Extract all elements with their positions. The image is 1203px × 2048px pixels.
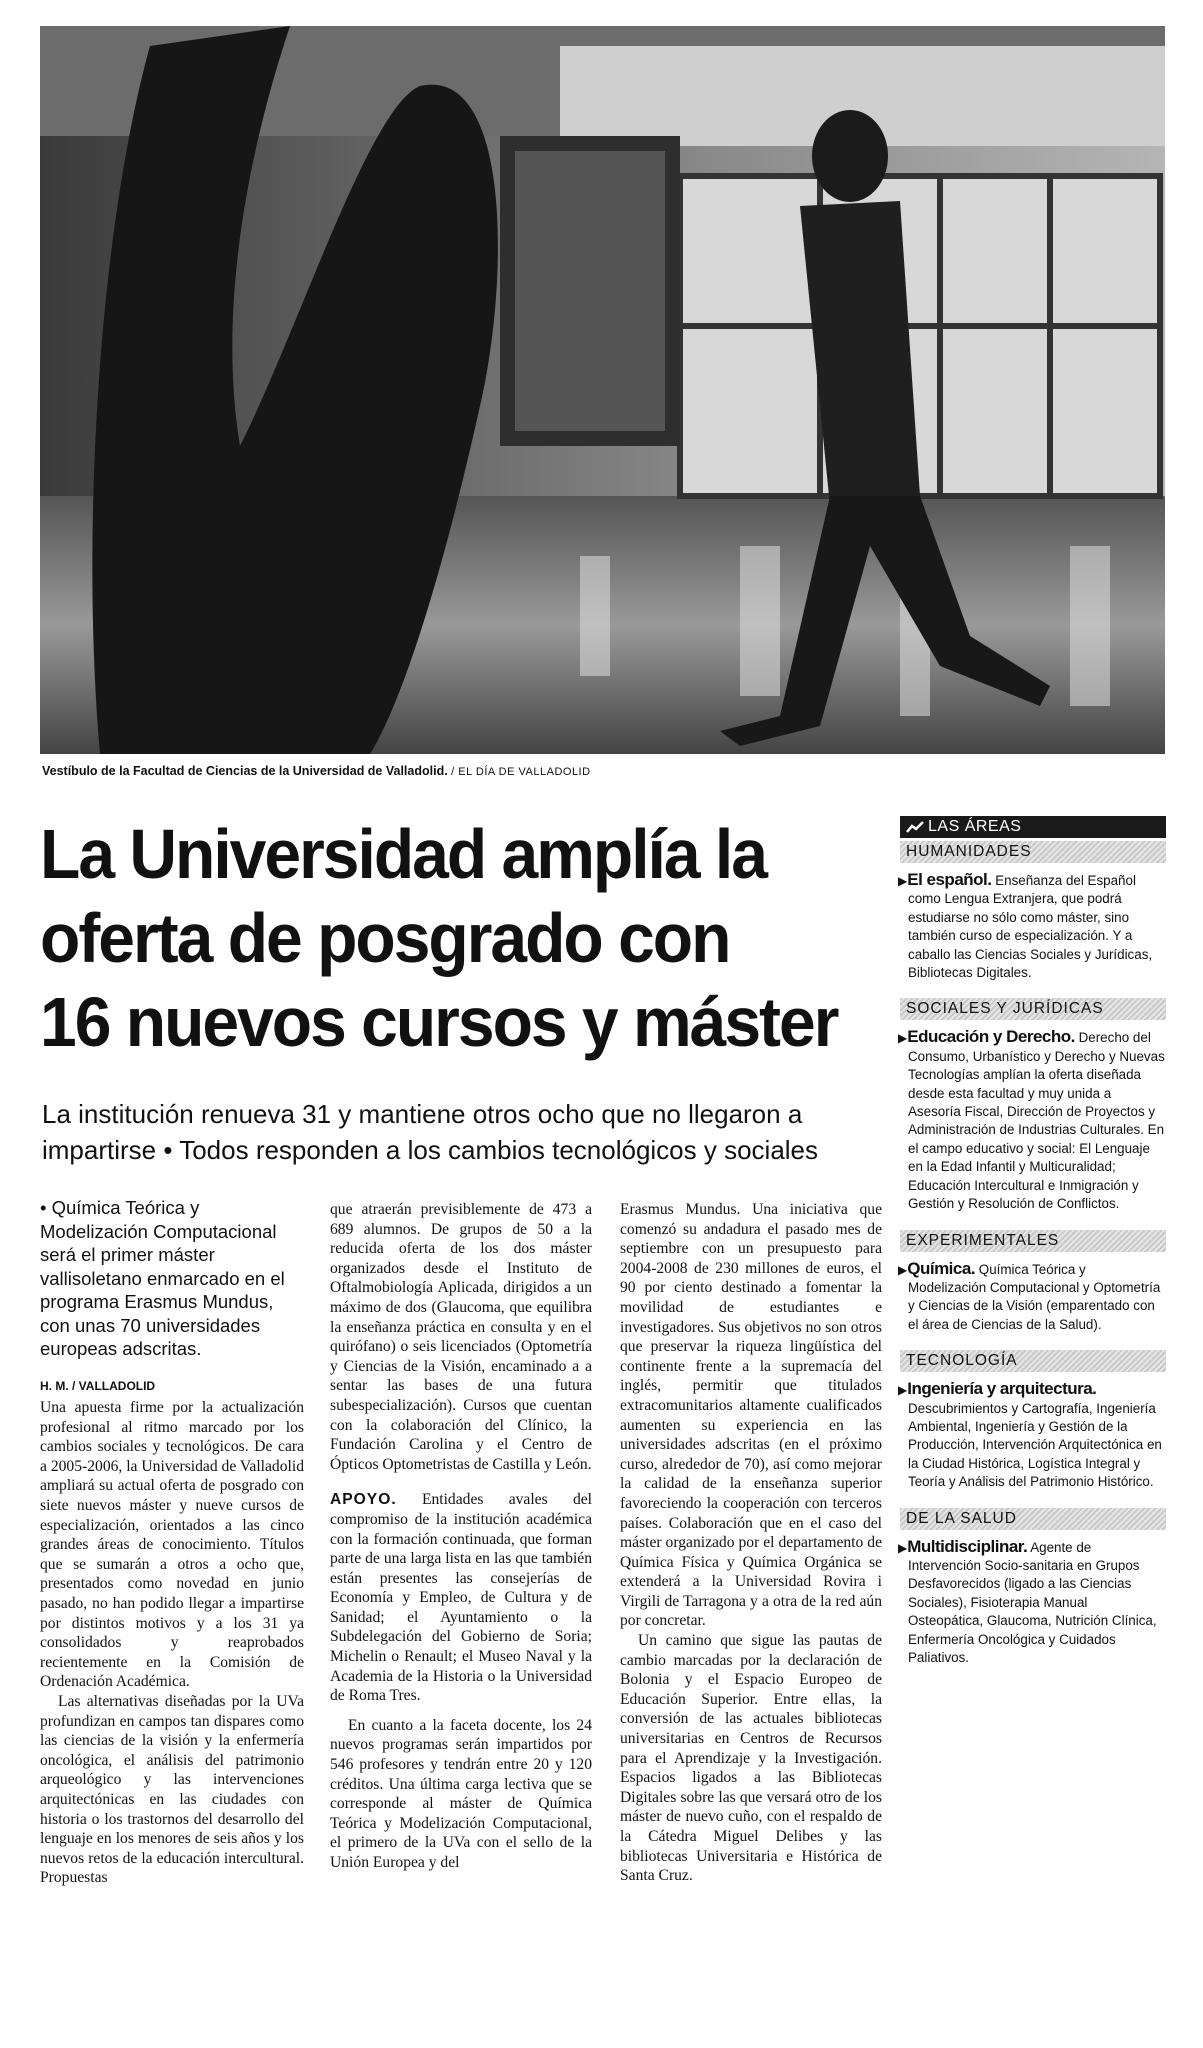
body-paragraph-apoyo: [330, 1490, 592, 1706]
area-term: Educación y Derecho.: [907, 1027, 1075, 1047]
caption-text: Vestíbulo de la Facultad de Ciencias de la Universidad de Valladolid.: [42, 764, 448, 778]
article-column-3: [620, 1200, 882, 2020]
body-paragraph: Un camino que sigue las pautas de cambio marcadas por la declaración de Bolonia y el Espacio Europeo de Educación Superior. Entre ellas, la conversión de las actuales bibliotecas universitarias en Centros de Recursos para el Aprendizaje y la Investigación. Espacios ligados a las Bibliotecas Digitales sobre las que versará otro de los máster de nuevo cuño, con el respaldo de la Cátedra Miguel Delibes y las bibliotecas Universitaria e Histórica de Santa Cruz.: [620, 1632, 882, 1885]
triangle-bullet-icon: ▶: [898, 1383, 908, 1398]
headline-line: La Universidad amplía la: [40, 815, 766, 893]
body-paragraph: En cuanto a la faceta docente, los 24 nuevos programas serán impartidos por 546 profesores y tendrán entre 20 y 120 créditos. Una última carga lectiva que se corresponde al máster de Química Teórica y Modelización Computacional, el primero de la UVa con el sello de la Unión Europea y del: [330, 1716, 592, 1871]
trend-arrow-icon: [906, 820, 924, 834]
photo-caption: [42, 764, 942, 778]
section-band-tecnologia: TECNOLOGÍA: [900, 1350, 1166, 1372]
headline-line: oferta de posgrado con: [40, 899, 730, 977]
area-text: Descubrimientos y Cartografía, Ingeniería Ambiental, Ingeniería y Gestión de la Producción, Intervención Arquitectónica en la Ciudad Histórica, Logística Integral y Teoría y Análisis del Patrimonio Histórico.: [908, 1400, 1162, 1490]
area-term: Ingeniería y arquitectura.: [907, 1379, 1097, 1399]
apoyo-text: Entidades avales del compromiso de la institución académica con la formación continuada, que forman parte de una larga lista en las que también están presentes las consejerías de Economía y Empleo, de Cultura y de Sanidad; el Ayuntamiento o la Subdelegación del Gobierno de Soria; Michelin o Renault; el Museo Naval y la Academia de la Historia o la Universidad de Roma Tres.: [330, 1491, 592, 1705]
sidebar-areas: [900, 816, 1166, 1683]
section-band-experimentales: EXPERIMENTALES: [900, 1230, 1166, 1252]
body-paragraph: Una apuesta firme por la actualización profesional al ritmo marcado por los cambios sociales y tecnológicos. De cara a 2005-2006, la Universidad de Valladolid ampliará su actual oferta de posgrado con siete nuevos máster y nueve cursos de especialización, orientados a las cinco grandes áreas de conocimiento. Títulos que se sumarán a otros a ocho que, presentados como novedad en junio pasado, no han podido llegar a impartirse por distintos motivos y a los 31 ya consolidados y reaprobados recientemente en la Comisión de Ordenación Académica.: [40, 1399, 304, 1691]
photo-hallway-figure: [40, 26, 1165, 754]
area-text: Química Teórica y Modelización Computacional y Optometría y Ciencias de la Visión (emparentado con el área de Ciencias de la Salud).: [908, 1261, 1161, 1332]
section-band-humanidades: HUMANIDADES: [900, 841, 1166, 863]
area-entry: [900, 871, 1166, 982]
area-text: Derecho del Consumo, Urbanístico y Derecho y Nuevas Tecnologías amplían la oferta diseñada desde esta facultad y muy unida a Asesoría Fiscal, Dirección de Proyectos y Administración de Industrias Culturales. En el campo educativo y social: El Lenguaje en la Edad Infantil y Multicuralidad; Educación Intercultural e Inmigración y Gestión y Resolución de Conflictos.: [908, 1030, 1165, 1212]
area-entry: [900, 1260, 1166, 1335]
area-term: Química.: [907, 1258, 976, 1278]
area-entry: [900, 1380, 1166, 1491]
article-column-2: [330, 1200, 592, 2020]
headline: [40, 812, 900, 1064]
area-text: Agente de Intervención Socio-sanitaria en Grupos Desfavorecidos (ligado a las Ciencias Sociales), Fisioterapia Manual Osteopática, Glaucoma, Nutrición Clínica, Enfermería Oncológica y Cuidados Paliativos.: [908, 1539, 1157, 1665]
triangle-bullet-icon: ▶: [898, 1031, 908, 1046]
subheadline: La institución renueva 31 y mantiene otros ocho que no llegaron a impartirse • Todos responden a los cambios tecnológicos y sociales: [42, 1099, 819, 1165]
body-paragraph: que atraerán previsiblemente de 473 a 689 alumnos. De grupos de 50 a la reducida oferta de los dos máster organizados desde el Instituto de Oftalmobiología Aplicada, dirigidos a un máximo de dos (Glaucoma, que equilibra la enseñanza práctica en consulta y en el quirófano) o seis licenciados (Optometría y Ciencias de la Visión, encaminado a a sentar las bases de una futura subespecialización). Cursos que cuentan con la colaboración del Clínico, la Fundación Carolina y el Centro de Ópticos Optometristas de Castilla y León.: [330, 1201, 592, 1473]
area-term: Multidisciplinar.: [907, 1536, 1028, 1556]
article-column-1: [40, 1196, 304, 2016]
triangle-bullet-icon: ▶: [898, 1540, 908, 1555]
body-paragraph: Las alternativas diseñadas por la UVa profundizan en campos tan dispares como las ciencias de la visión y la enfermería oncológica, el análisis del patrimonio arqueológico y las intervenciones arquitectónicas en las ciudades con historia o los trastornos del desarrollo del lenguaje en los menores de seis años y los nuevos retos de la educación intercultural. Propuestas: [40, 1693, 304, 1887]
area-term: El español.: [907, 870, 992, 889]
byline: H. M. / VALLADOLID: [40, 1378, 156, 1393]
triangle-bullet-icon: ▶: [898, 874, 908, 888]
triangle-bullet-icon: ▶: [898, 1262, 908, 1277]
area-entry: [900, 1538, 1166, 1668]
body-paragraph: Erasmus Mundus. Una iniciativa que comenzó su andadura el pasado mes de septiembre con un presupuesto para 2004-2008 de 230 millones de euros, el 90 por ciento destinado a fomentar la movilidad de estudiantes e investigadores. Sus objetivos no son otros que preservar la riqueza lingüística del continente frente a la supremacía del inglés, permitir que titulados extracomunitarios altamente cualificados aumenten su experiencia en las universidades adscritas (en el próximo curso, alrededor de 70), así como mejorar la calidad de la enseñanza superior favoreciendo la cooperación con terceros países. Colaboración que en el caso del máster organizado por el departamento de Química Física y Química Orgánica se extenderá a la Universidad Rovira i Virgili de Tarragona y a otra de la red aún por concretar.: [620, 1201, 882, 1630]
sidebar-header: [900, 816, 1166, 838]
sidebar-header-label: LAS ÁREAS: [928, 818, 1022, 835]
photo-credit: / EL DÍA DE VALLADOLID: [451, 766, 591, 778]
section-band-salud: DE LA SALUD: [900, 1508, 1166, 1530]
lead-paragraph: • Química Teórica y Modelización Computacional será el primer máster vallisoletano enmarcado en el programa Erasmus Mundus, con unas 70 universidades europeas adscritas.: [40, 1197, 285, 1359]
area-text: Enseñanza del Español como Lengua Extranjera, que podrá estudiarse no sólo como máster, sino también curso de especialización. Y a caballo las Ciencias Sociales y Jurídicas, Bibliotecas Digitales.: [908, 873, 1153, 981]
apoyo-label: APOYO.: [330, 1491, 397, 1509]
section-band-sociales: SOCIALES Y JURÍDICAS: [900, 998, 1166, 1020]
area-entry: [900, 1028, 1166, 1213]
headline-line: 16 nuevos cursos y máster: [40, 983, 838, 1061]
